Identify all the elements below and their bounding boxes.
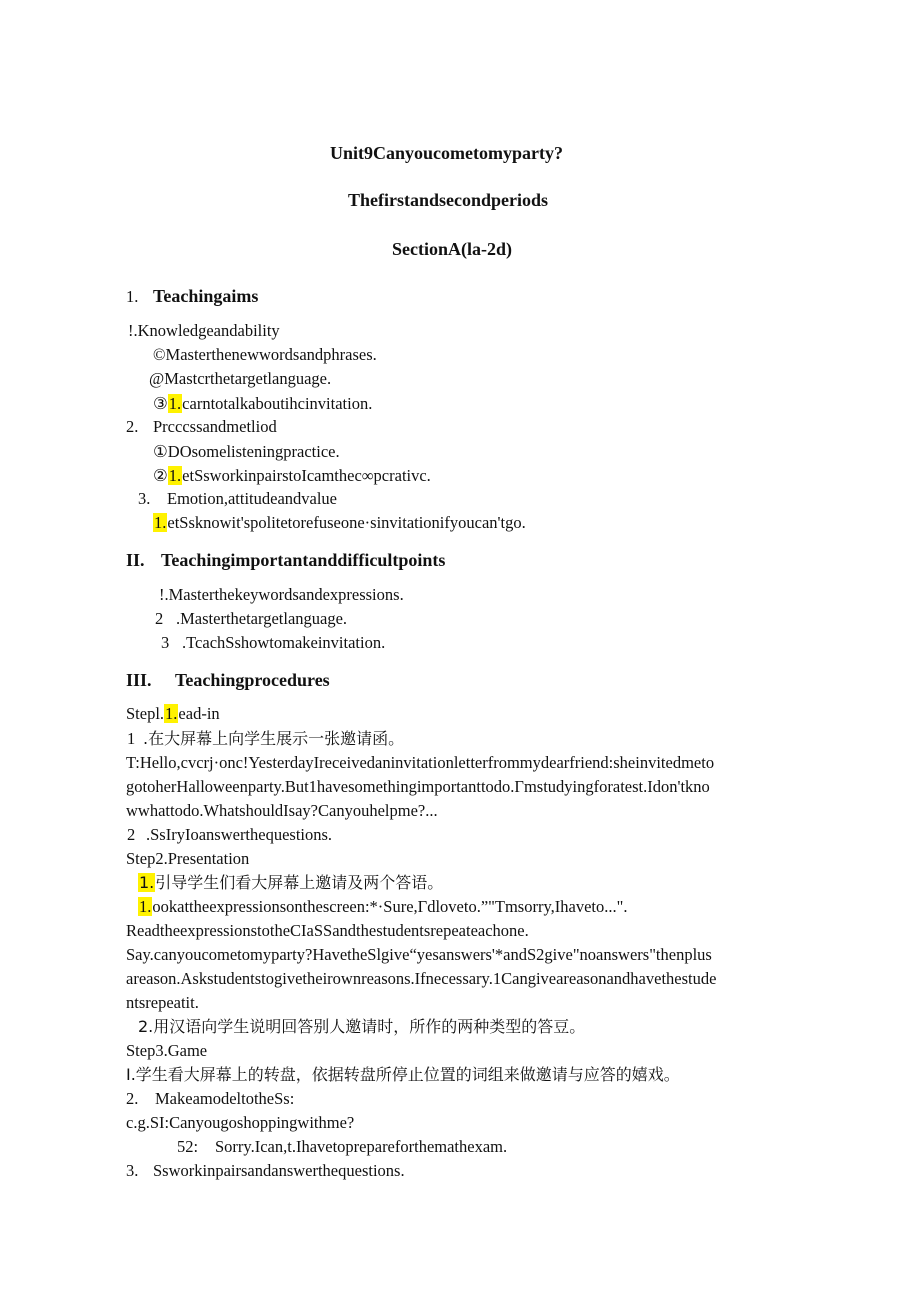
step3-heading: Step3.Game <box>126 1041 208 1060</box>
knowledge-line: !.Knowledgeandability <box>128 321 280 340</box>
highlight-mark: 1. <box>168 466 182 485</box>
dialogue-line: Sorry.Ican,t.Ihavetoprepareforthemathexam. <box>215 1137 508 1156</box>
step-item: .SsIryIoanswerthequestions. <box>146 825 333 844</box>
item-text: 引导学生们看大屏幕上邀请及两个答语。 <box>155 873 444 892</box>
point-number: 2 <box>155 609 164 628</box>
point-item: .Masterthetargetlanguage. <box>176 609 348 628</box>
procedures-heading: Teachingprocedures <box>175 670 330 690</box>
step-item: Ssworkinpairsandanswerthequestions. <box>153 1161 405 1180</box>
procedures-number: III. <box>126 670 152 690</box>
step1-heading <box>126 703 220 725</box>
points-heading: Teachingimportantanddifficultpoints <box>161 550 446 570</box>
paragraph-line: Say.canyoucometomyparty?HavetheSlgive“yesanswers'*andS2give"noanswers"thenplus <box>126 945 712 964</box>
process-line: Prcccssandmetliod <box>153 417 277 436</box>
item-text: carntotalkaboutihcinvitation. <box>182 394 373 413</box>
step-text: ead-in <box>178 704 220 723</box>
section-heading: SectionA(la-2d) <box>392 239 512 259</box>
step-item: I.学生看大屏幕上的转盘，依据转盘所停止位置的词组来做邀请与应答的嬉戏。 <box>126 1065 680 1084</box>
document-subtitle: Thefirstandsecondperiods <box>348 190 549 210</box>
paragraph-line: wwhattodo.WhatshouldIsay?Canyouhelpme?... <box>126 801 438 820</box>
point-item: .TcachSshowtomakeinvitation. <box>182 633 386 652</box>
step-item <box>138 872 443 894</box>
step2-heading: Step2.Presentation <box>126 849 250 868</box>
emotion-line: Emotion,attitudeandvalue <box>167 489 337 508</box>
document-title: Unit9Canyoucometomyparty? <box>330 143 563 163</box>
item-text: etSsknowit'spolitetorefuseone·sinvitationifyoucan'tgo. <box>167 513 526 532</box>
aims-heading: Teachingaims <box>153 286 259 306</box>
step-item: MakeamodeltotheSs: <box>155 1089 295 1108</box>
speaker-label: 52: <box>177 1137 199 1156</box>
dialogue-line: c.g.SI:Canyougoshoppingwithme? <box>126 1113 355 1132</box>
paragraph-line: gotoherHalloweenparty.But1havesomethingimportanttodo.Γmstudyingforatest.Idon'tkno <box>126 777 710 796</box>
item-text: ookattheexpressionsonthescreen:*·Sure,Γdloveto.”"Tmsorry,Ihaveto...". <box>152 897 628 916</box>
process-item <box>153 465 431 487</box>
aim-item <box>153 393 372 415</box>
highlight-mark: 1. <box>154 513 167 532</box>
step-item-number: 2 <box>127 825 136 844</box>
aim-item: ©Masterthenewwordsandphrases. <box>153 345 377 364</box>
aims-number: 1. <box>126 287 139 306</box>
process-item: ①DOsomelisteningpractice. <box>153 442 340 461</box>
point-item: !.Masterthekeywordsandexpressions. <box>159 585 404 604</box>
emotion-number: 3. <box>138 489 151 508</box>
process-number: 2. <box>126 417 139 436</box>
item-marker: ③ <box>153 394 168 413</box>
highlight-mark: 1. <box>165 704 178 723</box>
points-number: II. <box>126 550 145 570</box>
point-number: 3 <box>161 633 170 652</box>
paragraph-line: ntsrepeatit. <box>126 993 199 1012</box>
item-text: etSsworkinpairstoIcamthec∞pcrativc. <box>182 466 431 485</box>
highlight-mark: 1. <box>168 394 182 413</box>
step-item: .在大屏幕上向学生展示一张邀请函。 <box>143 729 405 748</box>
step-item-number: 1 <box>127 729 136 748</box>
paragraph-line: ReadtheexpressionstotheCIaSSandthestudentsrepeateachone. <box>126 921 529 940</box>
paragraph-line: areason.Askstudentstogivetheirownreasons.Ifnecessary.1Cangiveareasonandhavethestude <box>126 969 717 988</box>
step-item-number: 2. <box>126 1089 139 1108</box>
step-item: 2.用汉语向学生说明回答别人邀请时，所作的两种类型的答豆。 <box>138 1017 586 1036</box>
step-label: Stepl. <box>126 704 165 723</box>
step-item-number: 3. <box>126 1161 139 1180</box>
item-marker: ② <box>153 466 168 485</box>
aim-item: @Mastcrthetargetlanguage. <box>149 369 332 388</box>
highlight-mark: 1. <box>139 897 152 916</box>
step-item <box>138 896 627 918</box>
emotion-item <box>153 512 526 534</box>
paragraph-line: T:Hello,cvcrj·onc!YesterdayIreceivedaninvitationletterfrommydearfriend:sheinvitedmeto <box>126 753 715 772</box>
highlight-mark: 1. <box>139 873 155 892</box>
